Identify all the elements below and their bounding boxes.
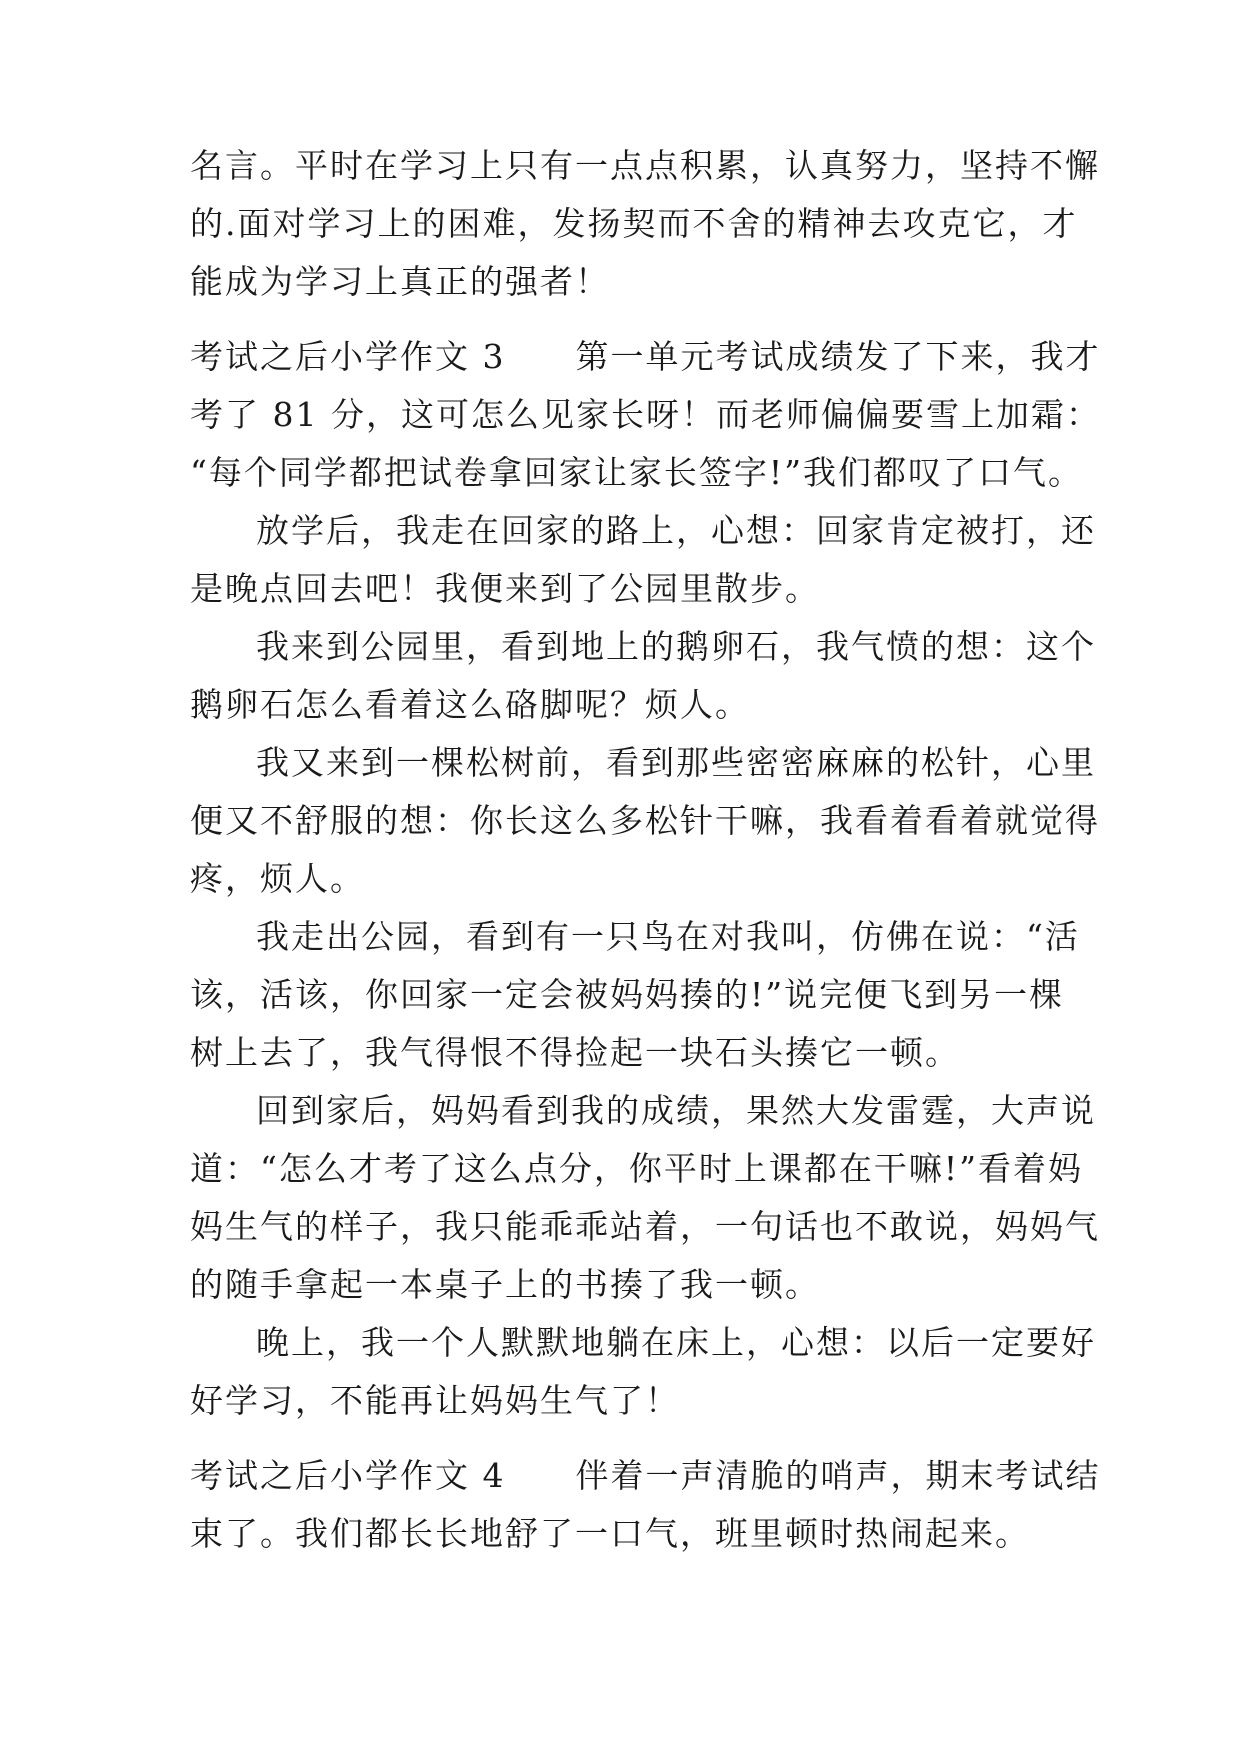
text-line: 名言。平时在学习上只有一点点积累，认真努力，坚持不懈	[190, 146, 1100, 185]
paragraph-start-line: 回到家后，妈妈看到我的成绩，果然大发雷霆，大声说	[256, 1091, 1096, 1130]
text-line: 妈生气的样子，我只能乖乖站着，一句话也不敢说，妈妈气	[190, 1207, 1100, 1246]
section-heading-line: 考试之后小学作文 3 第一单元考试成绩发了下来，我才	[190, 337, 1101, 376]
text-line: 是晚点回去吧！我便来到了公园里散步。	[190, 569, 820, 608]
text-line: 便又不舒服的想：你长这么多松针干嘛，我看着看着就觉得	[190, 801, 1100, 840]
paragraph-start-line: 我走出公园，看到有一只鸟在对我叫，仿佛在说：“活	[256, 917, 1080, 956]
text-line: 考了 81 分，这可怎么见家长呀！而老师偏偏要雪上加霜：	[190, 395, 1101, 434]
section-heading-line: 考试之后小学作文 4 伴着一声清脆的哨声，期末考试结	[190, 1456, 1101, 1495]
text-line: 束了。我们都长长地舒了一口气，班里顿时热闹起来。	[190, 1514, 1030, 1553]
paragraph-start-line: 放学后，我走在回家的路上，心想：回家肯定被打，还	[256, 511, 1096, 550]
text-line: “每个同学都把试卷拿回家让家长签字!”我们都叹了口气。	[190, 453, 1084, 492]
text-line: 道：“怎么才考了这么点分，你平时上课都在干嘛!”看着妈	[190, 1149, 1084, 1188]
paragraph-start-line: 我又来到一棵松树前，看到那些密密麻麻的松针，心里	[256, 743, 1096, 782]
paragraph-start-line: 晚上，我一个人默默地躺在床上，心想：以后一定要好	[256, 1323, 1096, 1362]
text-line: 的.面对学习上的困难，发扬契而不舍的精神去攻克它，才	[190, 204, 1078, 243]
text-line: 鹅卵石怎么看着这么硌脚呢？烦人。	[190, 685, 750, 724]
text-line: 好学习，不能再让妈妈生气了！	[190, 1381, 680, 1420]
text-line: 树上去了，我气得恨不得捡起一块石头揍它一顿。	[190, 1033, 960, 1072]
text-line: 的随手拿起一本桌子上的书揍了我一顿。	[190, 1265, 820, 1304]
text-line: 能成为学习上真正的强者！	[190, 262, 610, 301]
paragraph-start-line: 我来到公园里，看到地上的鹅卵石，我气愤的想：这个	[256, 627, 1096, 666]
text-line: 该，活该，你回家一定会被妈妈揍的!”说完便飞到另一棵	[190, 975, 1065, 1014]
text-line: 疼，烦人。	[190, 859, 365, 898]
